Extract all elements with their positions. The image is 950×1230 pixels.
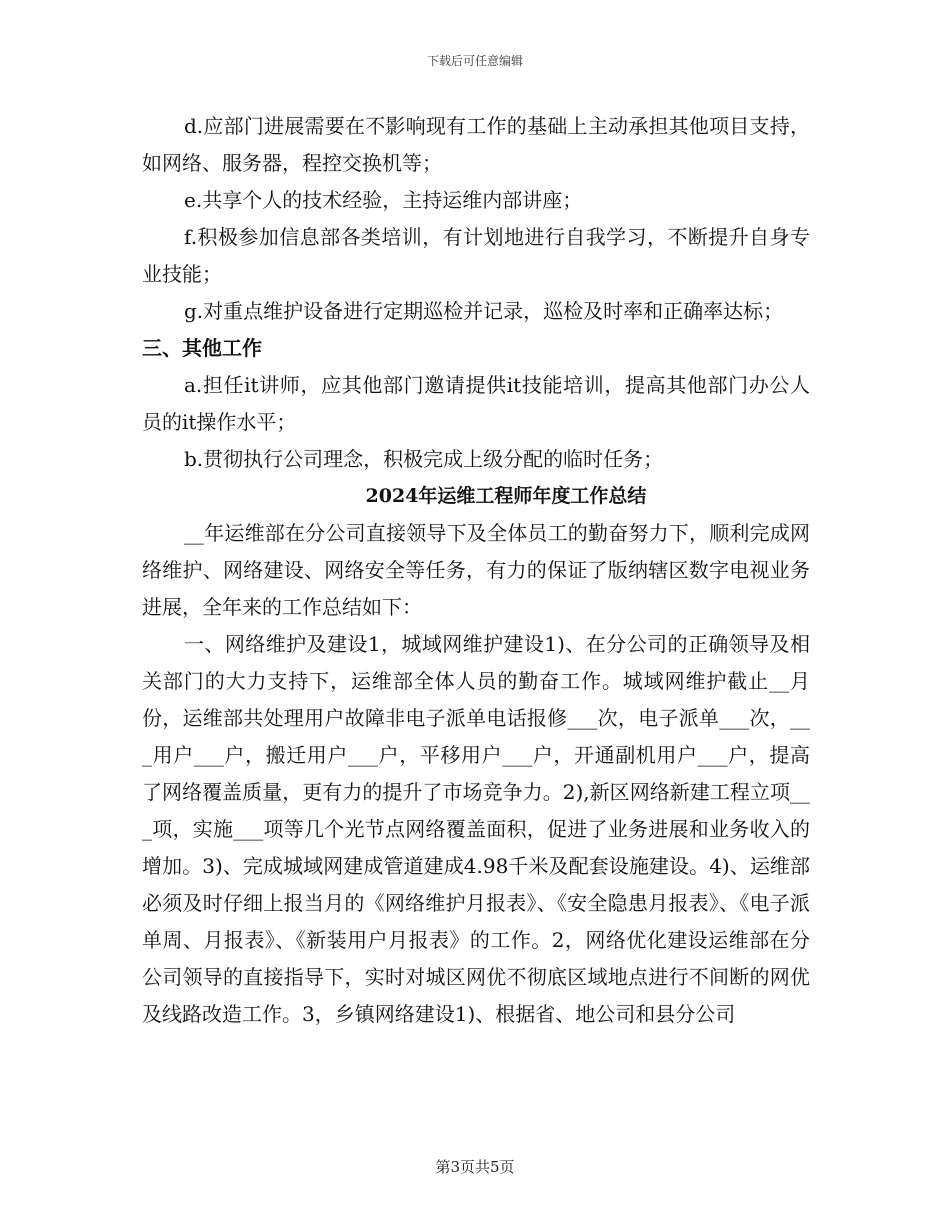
document-title: 2024年运维工程师年度工作总结 [365,485,647,507]
paragraph-item-f: f.积极参加信息部各类培训，有计划地进行自我学习，不断提升自身专业技能； [142,225,810,286]
page-footer: 第3页共5页 [435,1158,515,1176]
section-heading-other-work: 三、其他工作 [142,336,262,360]
intro-paragraph: __年运维部在分公司直接领导下及全体员工的勤奋努力下，顺利完成网络维护、网络建设、网络安全等任务，有力的保证了版纳辖区数字电视业务进展，全年来的工作总结如下： [142,521,810,619]
paragraph-item-e: e.共享个人的技术经验，主持运维内部讲座； [184,188,583,212]
document-body [142,108,810,1033]
paragraph-item-g: g.对重点维护设备进行定期巡检并记录，巡检及时率和正确率达标； [184,299,784,323]
paragraph-item-a: a.担任it讲师，应其他部门邀请提供it技能培训，提高其他部门办公人员的it操作水平； [142,373,810,434]
paragraph-item-d: d.应部门进展需要在不影响现有工作的基础上主动承担其他项目支持，如网络、服务器，程控交换机等； [142,114,810,175]
paragraph-item-b: b.贯彻执行公司理念，积极完成上级分配的临时任务； [184,447,664,471]
body-paragraph: 一、网络维护及建设1，城域网维护建设1)、在分公司的正确领导及相关部门的大力支持下，运维部全体人员的勤奋工作。城域网维护截止__月份，运维部共处理用户故障非电子派单电话报修___次，电子派单___次，___用户___户，搬迁用户___户，平移用户___户，开通副机用户___户，提高了网络覆盖质量，更有力的提升了市场竞争力。2),新区网络新建工程立项___项，实施___项等几个光节点网络覆盖面积，促进了业务进展和业务收入的增加。3)、完成城域网建成管道建成4.98千米及配套设施建设。4)、运维部必须及时仔细上报当月的《网络维护月报表》、《安全隐患月报表》、《电子派单周、月报表》、《新装用户月报表》的工作。2，网络优化建设运维部在分公司领导的直接指导下，实时对城区网优不彻底区域地点进行不间断的网优及线路改造工作。3，乡镇网络建设1)、根据省、地公司和县分公司 [142,632,810,1026]
page-header: 下载后可任意编辑 [426,54,523,68]
